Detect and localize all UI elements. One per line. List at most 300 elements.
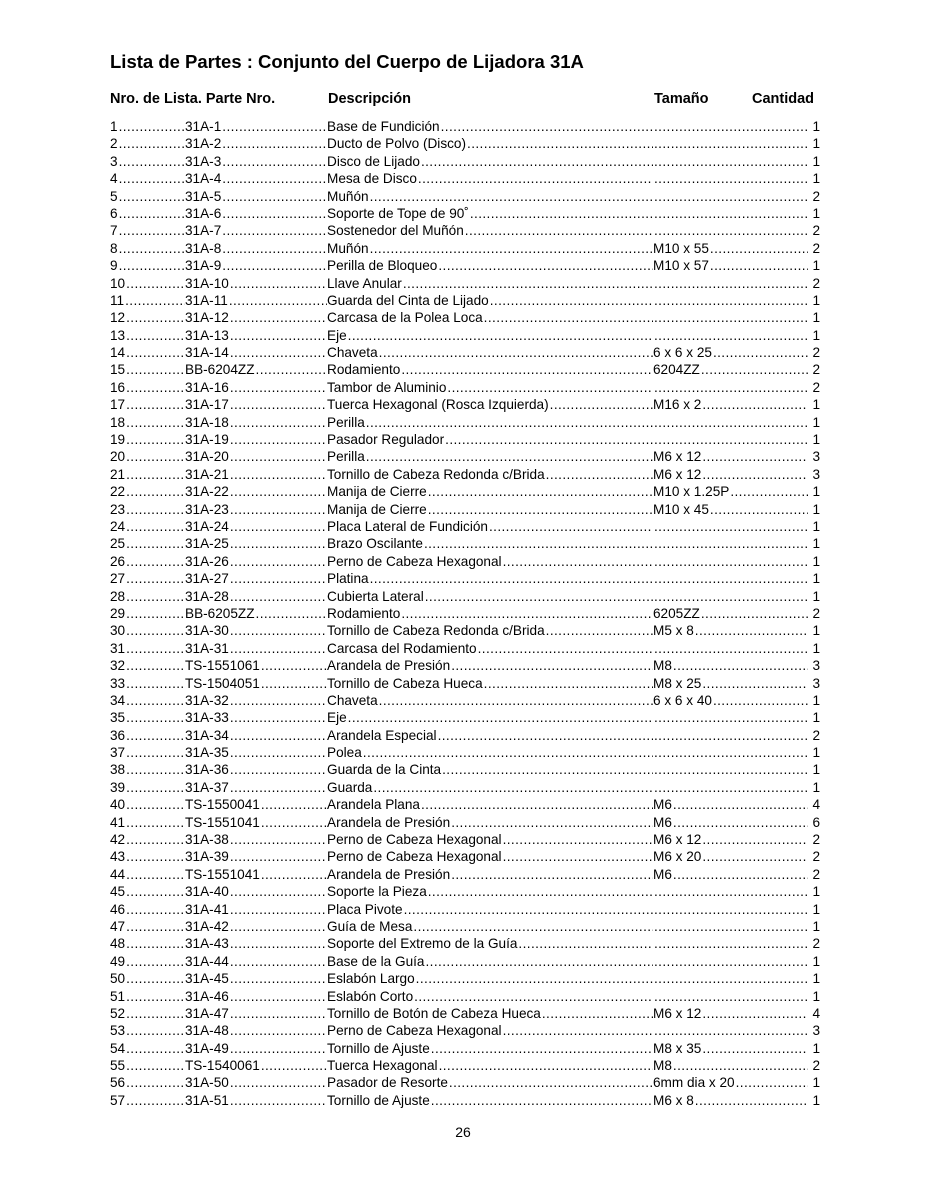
- description-text: Ducto de Polvo (Disco): [327, 136, 467, 152]
- quantity-cell: 1: [812, 397, 820, 413]
- description-text: Guía de Mesa: [327, 918, 413, 934]
- part-number-text: 31A-9: [185, 258, 222, 274]
- part-number-cell: [185, 918, 327, 935]
- description-cell: [327, 675, 653, 692]
- list-number-cell: [110, 883, 185, 900]
- description-cell: [327, 866, 653, 883]
- table-row: [0, 761, 926, 778]
- table-row: [0, 1040, 926, 1057]
- size-cell: [653, 831, 808, 848]
- list-number-text: 37: [110, 745, 126, 761]
- list-number-cell: [110, 188, 185, 205]
- size-cell: [653, 205, 808, 222]
- size-cell: [653, 1057, 808, 1074]
- list-number-cell: [110, 1074, 185, 1091]
- quantity-cell: 3: [812, 1023, 820, 1039]
- table-row: [0, 431, 926, 448]
- description-text: Llave Anular: [327, 275, 402, 291]
- part-number-text: 31A-37: [185, 779, 229, 795]
- part-number-text: 31A-27: [185, 571, 229, 587]
- description-cell: [327, 727, 653, 744]
- table-row: [0, 1022, 926, 1039]
- part-number-cell: [185, 709, 327, 726]
- list-number-text: 39: [110, 779, 126, 795]
- list-number-text: 7: [110, 223, 118, 239]
- part-number-cell: [185, 779, 327, 796]
- part-number-text: 31A-23: [185, 501, 229, 517]
- part-number-cell: [185, 1005, 327, 1022]
- part-number-cell: [185, 240, 327, 257]
- size-cell: [653, 970, 808, 987]
- description-text: Muñón: [327, 188, 369, 204]
- table-header: [0, 91, 926, 111]
- list-number-text: 22: [110, 484, 126, 500]
- size-cell: [653, 327, 808, 344]
- table-row: [0, 1092, 926, 1109]
- page-title: Lista de Partes : Conjunto del Cuerpo de Lijadora 31A: [110, 51, 584, 72]
- list-number-text: 52: [110, 1005, 126, 1021]
- list-number-text: 8: [110, 240, 118, 256]
- description-text: Manija de Cierre: [327, 484, 427, 500]
- list-number-text: 26: [110, 553, 126, 569]
- table-row: [0, 292, 926, 309]
- part-number-text: 31A-43: [185, 936, 229, 952]
- list-number-cell: [110, 153, 185, 170]
- part-number-text: 31A-19: [185, 432, 229, 448]
- size-text: [653, 206, 654, 221]
- list-number-text: 4: [110, 171, 118, 187]
- description-text: Guarda de la Cinta: [327, 762, 442, 778]
- description-cell: [327, 448, 653, 465]
- list-number-cell: [110, 692, 185, 709]
- description-cell: [327, 240, 653, 257]
- size-text: [653, 728, 654, 743]
- list-number-cell: [110, 831, 185, 848]
- part-number-cell: [185, 866, 327, 883]
- list-number-text: 29: [110, 605, 126, 621]
- quantity-cell: 2: [812, 832, 820, 848]
- size-text: M6 x 12: [653, 449, 702, 465]
- size-text: [653, 971, 654, 986]
- size-cell: [653, 135, 808, 152]
- table-row: [0, 918, 926, 935]
- quantity-cell: 1: [812, 171, 820, 187]
- size-text: M6: [653, 814, 672, 830]
- size-cell: [653, 118, 808, 135]
- description-cell: [327, 657, 653, 674]
- list-number-cell: [110, 848, 185, 865]
- part-number-cell: [185, 518, 327, 535]
- description-text: Brazo Oscilante: [327, 536, 423, 552]
- description-text: Arandela Especial: [327, 727, 437, 743]
- size-text: 6 x 6 x 40: [653, 692, 712, 708]
- table-row: [0, 361, 926, 378]
- description-cell: [327, 692, 653, 709]
- part-number-cell: [185, 257, 327, 274]
- part-number-text: 31A-31: [185, 640, 229, 656]
- quantity-cell: 1: [812, 623, 820, 639]
- description-cell: [327, 814, 653, 831]
- description-cell: [327, 379, 653, 396]
- size-cell: [653, 361, 808, 378]
- list-number-cell: [110, 622, 185, 639]
- list-number-text: 40: [110, 797, 126, 813]
- list-number-text: 33: [110, 675, 126, 691]
- description-cell: [327, 553, 653, 570]
- quantity-cell: 2: [812, 866, 820, 882]
- part-number-text: 31A-38: [185, 832, 229, 848]
- quantity-cell: 1: [812, 258, 820, 274]
- size-cell: [653, 414, 808, 431]
- part-number-text: 31A-41: [185, 901, 229, 917]
- size-text: [653, 432, 654, 447]
- size-text: M10 x 57: [653, 258, 709, 274]
- list-number-cell: [110, 118, 185, 135]
- part-number-cell: [185, 692, 327, 709]
- list-number-text: 12: [110, 310, 126, 326]
- size-cell: [653, 483, 808, 500]
- size-text: [653, 276, 654, 291]
- part-number-cell: [185, 657, 327, 674]
- list-number-cell: [110, 1022, 185, 1039]
- table-row: [0, 692, 926, 709]
- list-number-text: 24: [110, 518, 126, 534]
- size-text: [653, 762, 654, 777]
- list-number-text: 47: [110, 918, 126, 934]
- quantity-cell: 1: [812, 153, 820, 169]
- part-number-cell: [185, 1040, 327, 1057]
- table-row: [0, 257, 926, 274]
- description-text: Cubierta Lateral: [327, 588, 424, 604]
- list-number-cell: [110, 970, 185, 987]
- quantity-cell: 4: [812, 797, 820, 813]
- part-number-text: TS-1551061: [185, 658, 260, 674]
- quantity-cell: 1: [812, 588, 820, 604]
- table-row: [0, 309, 926, 326]
- description-text: Tornillo de Cabeza Redonda c/Brida: [327, 623, 545, 639]
- size-cell: [653, 570, 808, 587]
- part-number-text: 31A-49: [185, 1040, 229, 1056]
- part-number-cell: [185, 379, 327, 396]
- part-number-cell: [185, 501, 327, 518]
- part-number-text: 31A-42: [185, 918, 229, 934]
- list-number-text: 6: [110, 205, 118, 221]
- size-cell: [653, 866, 808, 883]
- part-number-text: 31A-22: [185, 484, 229, 500]
- description-cell: [327, 744, 653, 761]
- quantity-cell: 1: [812, 484, 820, 500]
- description-text: Eje: [327, 327, 347, 343]
- size-text: [653, 745, 654, 760]
- list-number-text: 28: [110, 588, 126, 604]
- part-number-text: 31A-14: [185, 345, 229, 361]
- quantity-cell: 2: [812, 240, 820, 256]
- list-number-cell: [110, 1057, 185, 1074]
- part-number-text: 31A-7: [185, 223, 222, 239]
- size-text: M8: [653, 658, 672, 674]
- part-number-text: BB-6204ZZ: [185, 362, 255, 378]
- part-number-cell: [185, 988, 327, 1005]
- column-header-number-part: Nro. de Lista. Parte Nro.: [110, 91, 276, 107]
- list-number-cell: [110, 222, 185, 239]
- size-cell: [653, 918, 808, 935]
- quantity-cell: 2: [812, 188, 820, 204]
- size-cell: [653, 535, 808, 552]
- part-number-text: 31A-12: [185, 310, 229, 326]
- list-number-cell: [110, 761, 185, 778]
- size-cell: [653, 170, 808, 187]
- description-cell: [327, 431, 653, 448]
- list-number-text: 31: [110, 640, 126, 656]
- size-text: [653, 380, 654, 395]
- size-cell: [653, 988, 808, 1005]
- table-row: [0, 1005, 926, 1022]
- description-cell: [327, 1005, 653, 1022]
- list-number-text: 14: [110, 345, 126, 361]
- part-number-cell: [185, 796, 327, 813]
- size-cell: [653, 396, 808, 413]
- table-row: [0, 831, 926, 848]
- table-row: [0, 205, 926, 222]
- list-number-text: 16: [110, 379, 126, 395]
- size-cell: [653, 518, 808, 535]
- part-number-text: 31A-26: [185, 553, 229, 569]
- description-cell: [327, 570, 653, 587]
- part-number-cell: [185, 848, 327, 865]
- part-number-text: 31A-24: [185, 518, 229, 534]
- size-cell: [653, 344, 808, 361]
- description-text: Pasador de Resorte: [327, 1075, 448, 1091]
- size-cell: [653, 761, 808, 778]
- list-number-cell: [110, 535, 185, 552]
- quantity-cell: 2: [812, 849, 820, 865]
- quantity-cell: 1: [812, 571, 820, 587]
- description-cell: [327, 327, 653, 344]
- part-number-cell: [185, 396, 327, 413]
- description-text: Perilla de Bloqueo: [327, 258, 438, 274]
- description-text: Carcasa del Rodamiento: [327, 640, 477, 656]
- list-number-cell: [110, 257, 185, 274]
- size-text: M8: [653, 1058, 672, 1074]
- quantity-cell: 1: [812, 971, 820, 987]
- list-number-cell: [110, 814, 185, 831]
- description-cell: [327, 483, 653, 500]
- table-row: [0, 796, 926, 813]
- description-cell: [327, 361, 653, 378]
- table-row: [0, 779, 926, 796]
- list-number-cell: [110, 466, 185, 483]
- table-row: [0, 709, 926, 726]
- table-row: [0, 396, 926, 413]
- description-cell: [327, 292, 653, 309]
- description-cell: [327, 535, 653, 552]
- part-number-cell: [185, 414, 327, 431]
- part-number-text: 31A-21: [185, 466, 229, 482]
- description-text: Arandela de Presión: [327, 658, 451, 674]
- quantity-cell: 3: [812, 449, 820, 465]
- list-number-cell: [110, 796, 185, 813]
- list-number-text: 32: [110, 658, 126, 674]
- size-cell: [653, 1040, 808, 1057]
- size-text: M10 x 1.25P: [653, 484, 730, 500]
- part-number-text: 31A-8: [185, 240, 222, 256]
- size-text: M16 x 2: [653, 397, 702, 413]
- table-row: [0, 466, 926, 483]
- description-cell: [327, 257, 653, 274]
- part-number-text: 31A-5: [185, 188, 222, 204]
- column-header-description: Descripción: [328, 91, 411, 107]
- size-text: M6 x 12: [653, 1005, 702, 1021]
- size-cell: [653, 553, 808, 570]
- size-text: [653, 189, 654, 204]
- list-number-text: 54: [110, 1040, 126, 1056]
- quantity-cell: 3: [812, 466, 820, 482]
- part-number-cell: [185, 466, 327, 483]
- parts-list: [0, 118, 926, 1109]
- table-row: [0, 170, 926, 187]
- quantity-cell: 1: [812, 205, 820, 221]
- description-cell: [327, 588, 653, 605]
- size-text: M5 x 8: [653, 623, 694, 639]
- description-text: Guarda del Cinta de Lijado: [327, 292, 489, 308]
- list-number-text: 44: [110, 866, 126, 882]
- list-number-cell: [110, 361, 185, 378]
- table-row: [0, 501, 926, 518]
- list-number-cell: [110, 170, 185, 187]
- description-text: Eje: [327, 710, 347, 726]
- quantity-cell: 1: [812, 432, 820, 448]
- part-number-text: 31A-2: [185, 136, 222, 152]
- description-text: Base de la Guía: [327, 953, 425, 969]
- list-number-text: 41: [110, 814, 126, 830]
- description-cell: [327, 883, 653, 900]
- part-number-cell: [185, 309, 327, 326]
- size-cell: [653, 709, 808, 726]
- quantity-cell: 2: [812, 379, 820, 395]
- part-number-text: 31A-36: [185, 762, 229, 778]
- quantity-cell: 2: [812, 223, 820, 239]
- list-number-cell: [110, 396, 185, 413]
- size-cell: [653, 222, 808, 239]
- description-text: Tornillo de Cabeza Hueca: [327, 675, 483, 691]
- part-number-text: 31A-30: [185, 623, 229, 639]
- size-text: M6 x 8: [653, 1092, 694, 1108]
- quantity-cell: 1: [812, 119, 820, 134]
- description-text: Tornillo de Botón de Cabeza Hueca: [327, 1005, 541, 1021]
- list-number-text: 19: [110, 432, 126, 448]
- size-cell: [653, 1022, 808, 1039]
- description-text: Manija de Cierre: [327, 501, 427, 517]
- size-text: [653, 554, 654, 569]
- size-cell: [653, 309, 808, 326]
- part-number-text: 31A-34: [185, 727, 229, 743]
- description-cell: [327, 953, 653, 970]
- description-text: Placa Pivote: [327, 901, 403, 917]
- list-number-cell: [110, 292, 185, 309]
- description-text: Tornillo de Cabeza Redonda c/Brida: [327, 466, 545, 482]
- list-number-cell: [110, 379, 185, 396]
- list-number-text: 55: [110, 1058, 126, 1074]
- quantity-cell: 6: [812, 814, 820, 830]
- part-number-text: TS-1551041: [185, 866, 260, 882]
- part-number-text: 31A-45: [185, 971, 229, 987]
- size-text: M8 x 35: [653, 1040, 702, 1056]
- size-text: [653, 1023, 654, 1038]
- table-row: [0, 727, 926, 744]
- table-row: [0, 1074, 926, 1091]
- description-text: Rodamiento: [327, 605, 401, 621]
- table-row: [0, 118, 926, 135]
- part-number-cell: [185, 344, 327, 361]
- list-number-cell: [110, 866, 185, 883]
- size-cell: [653, 692, 808, 709]
- part-number-text: 31A-16: [185, 379, 229, 395]
- size-text: M6: [653, 866, 672, 882]
- size-text: [653, 710, 654, 725]
- description-cell: [327, 153, 653, 170]
- description-text: Perno de Cabeza Hexagonal: [327, 832, 502, 848]
- description-text: Soporte la Pieza: [327, 884, 427, 900]
- description-text: Tuerca Hexagonal: [327, 1058, 438, 1074]
- description-cell: [327, 988, 653, 1005]
- size-cell: [653, 431, 808, 448]
- list-number-cell: [110, 605, 185, 622]
- quantity-cell: 1: [812, 710, 820, 726]
- list-number-cell: [110, 135, 185, 152]
- list-number-cell: [110, 414, 185, 431]
- part-number-text: 31A-20: [185, 449, 229, 465]
- size-text: M6: [653, 797, 672, 813]
- list-number-text: 51: [110, 988, 126, 1004]
- quantity-cell: 3: [812, 658, 820, 674]
- list-number-cell: [110, 344, 185, 361]
- size-cell: [653, 466, 808, 483]
- description-text: Guarda: [327, 779, 373, 795]
- size-cell: [653, 240, 808, 257]
- list-number-text: 43: [110, 849, 126, 865]
- description-text: Arandela de Presión: [327, 866, 451, 882]
- table-row: [0, 744, 926, 761]
- table-row: [0, 935, 926, 952]
- description-cell: [327, 501, 653, 518]
- list-number-cell: [110, 327, 185, 344]
- size-text: M10 x 55: [653, 240, 709, 256]
- description-cell: [327, 118, 653, 135]
- size-cell: [653, 779, 808, 796]
- table-row: [0, 866, 926, 883]
- size-cell: [653, 901, 808, 918]
- part-number-text: 31A-25: [185, 536, 229, 552]
- quantity-cell: 1: [812, 762, 820, 778]
- description-cell: [327, 709, 653, 726]
- size-cell: [653, 153, 808, 170]
- table-row: [0, 344, 926, 361]
- size-cell: [653, 744, 808, 761]
- description-text: Eslabón Largo: [327, 971, 415, 987]
- column-header-quantity: Cantidad: [752, 91, 815, 107]
- part-number-text: BB-6205ZZ: [185, 605, 255, 621]
- description-cell: [327, 622, 653, 639]
- quantity-cell: 2: [812, 345, 820, 361]
- table-row: [0, 379, 926, 396]
- list-number-cell: [110, 935, 185, 952]
- list-number-text: 38: [110, 762, 126, 778]
- list-number-text: 50: [110, 971, 126, 987]
- quantity-cell: 4: [812, 1005, 820, 1021]
- size-text: [653, 293, 654, 308]
- size-text: [653, 936, 654, 951]
- table-row: [0, 518, 926, 535]
